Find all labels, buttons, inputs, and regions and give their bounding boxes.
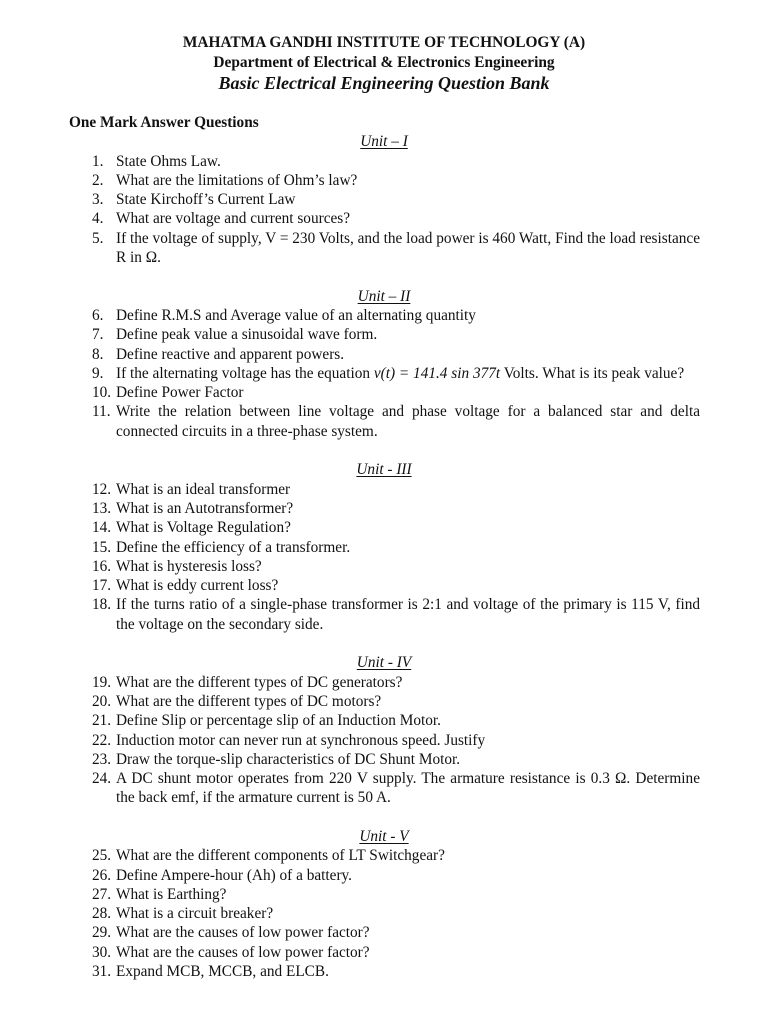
question-number: 6. xyxy=(92,306,104,324)
question-number: 27. xyxy=(92,885,112,903)
question-item xyxy=(0,345,768,364)
question-number: 16. xyxy=(92,557,112,575)
question-text xyxy=(116,943,700,962)
question-item xyxy=(0,306,768,325)
question-number: 26. xyxy=(92,866,112,884)
question-item xyxy=(0,692,768,711)
question-line: What is an Autotransformer? xyxy=(116,499,294,517)
question-number: 4. xyxy=(92,210,104,228)
question-text xyxy=(116,731,700,750)
question-item xyxy=(0,383,768,402)
question-line: Define the efficiency of a transformer. xyxy=(116,538,351,556)
document-title: Basic Electrical Engineering Question Bank xyxy=(218,73,550,93)
question-number: 23. xyxy=(92,750,112,768)
question-text xyxy=(116,499,700,518)
question-line: If the voltage of supply, V = 230 Volts, and the load power is 460 Watt, Find the load resistance xyxy=(116,229,700,247)
question-number: 10. xyxy=(92,384,112,402)
question-text xyxy=(116,518,700,537)
question-line: connected circuits in a three-phase system. xyxy=(116,422,378,440)
question-line: What are voltage and current sources? xyxy=(116,210,351,228)
unit-section xyxy=(0,653,768,807)
question-text xyxy=(116,557,700,576)
unit-heading: Unit – II xyxy=(357,287,411,305)
institute-name: MAHATMA GANDHI INSTITUTE OF TECHNOLOGY (A) xyxy=(182,34,586,51)
question-text xyxy=(116,325,700,344)
question-number: 21. xyxy=(92,712,112,730)
unit-heading: Unit - V xyxy=(359,827,409,845)
question-number: 18. xyxy=(92,596,112,614)
question-number: 19. xyxy=(92,673,112,691)
question-text xyxy=(116,866,700,885)
question-item xyxy=(0,885,768,904)
unit-section xyxy=(0,132,768,267)
document-body xyxy=(0,113,768,981)
question-item xyxy=(0,209,768,228)
question-number: 29. xyxy=(92,924,112,942)
question-item xyxy=(0,962,768,981)
question-text xyxy=(116,595,700,634)
question-item xyxy=(0,229,768,268)
question-line: Define reactive and apparent powers. xyxy=(116,345,345,363)
question-item xyxy=(0,750,768,769)
question-text xyxy=(116,711,700,730)
question-item xyxy=(0,538,768,557)
question-line: What is a circuit breaker? xyxy=(116,905,274,923)
question-item xyxy=(0,557,768,576)
question-line: What are the different components of LT Switchgear? xyxy=(116,847,445,865)
question-item xyxy=(0,731,768,750)
question-item xyxy=(0,364,768,383)
question-item xyxy=(0,923,768,942)
question-text xyxy=(116,402,700,441)
unit-section xyxy=(0,287,768,441)
question-number: 7. xyxy=(92,326,104,344)
question-text-segment: If the alternating voltage has the equation xyxy=(116,364,374,382)
question-text xyxy=(116,171,700,190)
question-line: Draw the torque-slip characteristics of DC Shunt Motor. xyxy=(116,750,461,768)
equation-text: v(t) = 141.4 sin 377t xyxy=(373,364,501,382)
question-line: Induction motor can never run at synchronous speed. Justify xyxy=(116,731,486,749)
question-item xyxy=(0,325,768,344)
question-text xyxy=(116,692,700,711)
question-item xyxy=(0,190,768,209)
question-item xyxy=(0,769,768,808)
question-number: 14. xyxy=(92,519,112,537)
question-text xyxy=(116,750,700,769)
question-text xyxy=(116,885,700,904)
question-number: 9. xyxy=(92,364,104,382)
document-header xyxy=(0,33,768,94)
question-text xyxy=(116,306,700,325)
question-text xyxy=(116,364,700,383)
question-number: 12. xyxy=(92,480,112,498)
question-item xyxy=(0,673,768,692)
question-line: What is hysteresis loss? xyxy=(116,557,262,575)
question-text xyxy=(116,538,700,557)
question-line: Define R.M.S and Average value of an alternating quantity xyxy=(116,306,476,324)
question-item xyxy=(0,518,768,537)
question-number: 28. xyxy=(92,905,112,923)
question-number: 24. xyxy=(92,770,112,788)
question-text xyxy=(116,904,700,923)
question-line: Define peak value a sinusoidal wave form. xyxy=(116,326,378,344)
question-line: What are the causes of low power factor? xyxy=(116,943,370,961)
question-number: 13. xyxy=(92,499,112,517)
question-item xyxy=(0,576,768,595)
question-number: 3. xyxy=(92,191,104,209)
question-line: Define Slip or percentage slip of an Induction Motor. xyxy=(116,712,441,730)
question-line xyxy=(116,364,700,383)
question-text-segment: Volts. What is its peak value? xyxy=(500,364,685,382)
question-number: 5. xyxy=(92,229,104,247)
question-line: State Ohms Law. xyxy=(116,152,221,170)
question-text xyxy=(116,846,700,865)
question-line: If the turns ratio of a single-phase transformer is 2:1 and voltage of the primary is 115 V, find xyxy=(116,596,700,614)
question-line: the voltage on the secondary side. xyxy=(116,615,324,633)
question-item xyxy=(0,943,768,962)
unit-heading: Unit - III xyxy=(356,461,412,479)
question-text xyxy=(116,190,700,209)
question-line: the back emf, if the armature current is 50 A. xyxy=(116,789,391,807)
question-item xyxy=(0,480,768,499)
question-line: A DC shunt motor operates from 220 V supply. The armature resistance is 0.3 Ω. Determine xyxy=(116,770,700,788)
section-title: One Mark Answer Questions xyxy=(69,114,259,131)
question-line: What is an ideal transformer xyxy=(116,480,291,498)
question-text xyxy=(116,673,700,692)
unit-section xyxy=(0,460,768,634)
question-list xyxy=(0,132,768,981)
question-line: Define Ampere-hour (Ah) of a battery. xyxy=(116,866,353,884)
question-number: 1. xyxy=(92,152,104,170)
question-line: What are the different types of DC motors? xyxy=(116,692,382,710)
question-text xyxy=(116,209,700,228)
question-line: What is Earthing? xyxy=(116,885,227,903)
question-item xyxy=(0,402,768,441)
question-item xyxy=(0,595,768,634)
question-number: 15. xyxy=(92,538,112,556)
question-item xyxy=(0,846,768,865)
question-text xyxy=(116,345,700,364)
question-item xyxy=(0,866,768,885)
question-item xyxy=(0,904,768,923)
question-number: 11. xyxy=(92,403,111,421)
question-line: Write the relation between line voltage and phase voltage for a balanced star and delta xyxy=(116,403,700,421)
question-text xyxy=(116,576,700,595)
question-text xyxy=(116,769,700,808)
question-line: State Kirchoff’s Current Law xyxy=(116,191,296,209)
question-number: 30. xyxy=(92,943,112,961)
question-text xyxy=(116,962,700,981)
question-item xyxy=(0,171,768,190)
unit-section xyxy=(0,827,768,981)
question-line: Define Power Factor xyxy=(116,384,244,402)
question-number: 2. xyxy=(92,171,104,189)
question-text xyxy=(116,152,700,171)
question-number: 31. xyxy=(92,963,112,981)
question-item xyxy=(0,711,768,730)
question-line: What is eddy current loss? xyxy=(116,577,279,595)
question-text xyxy=(116,480,700,499)
question-line: What are the different types of DC generators? xyxy=(116,673,403,691)
question-number: 17. xyxy=(92,577,112,595)
question-text xyxy=(116,923,700,942)
question-line: What is Voltage Regulation? xyxy=(116,519,291,537)
unit-heading: Unit - IV xyxy=(356,654,412,672)
department-name: Department of Electrical & Electronics Engineering xyxy=(213,53,555,71)
unit-heading: Unit – I xyxy=(360,133,408,151)
question-number: 22. xyxy=(92,731,112,749)
question-line: Expand MCB, MCCB, and ELCB. xyxy=(116,963,329,981)
question-number: 20. xyxy=(92,692,112,710)
question-text xyxy=(116,383,700,402)
question-line: What are the causes of low power factor? xyxy=(116,924,370,942)
question-number: 25. xyxy=(92,847,112,865)
question-line: R in Ω. xyxy=(116,249,161,267)
question-text xyxy=(116,229,700,268)
question-line: What are the limitations of Ohm’s law? xyxy=(116,171,358,189)
question-number: 8. xyxy=(92,345,104,363)
question-item xyxy=(0,152,768,171)
question-item xyxy=(0,499,768,518)
